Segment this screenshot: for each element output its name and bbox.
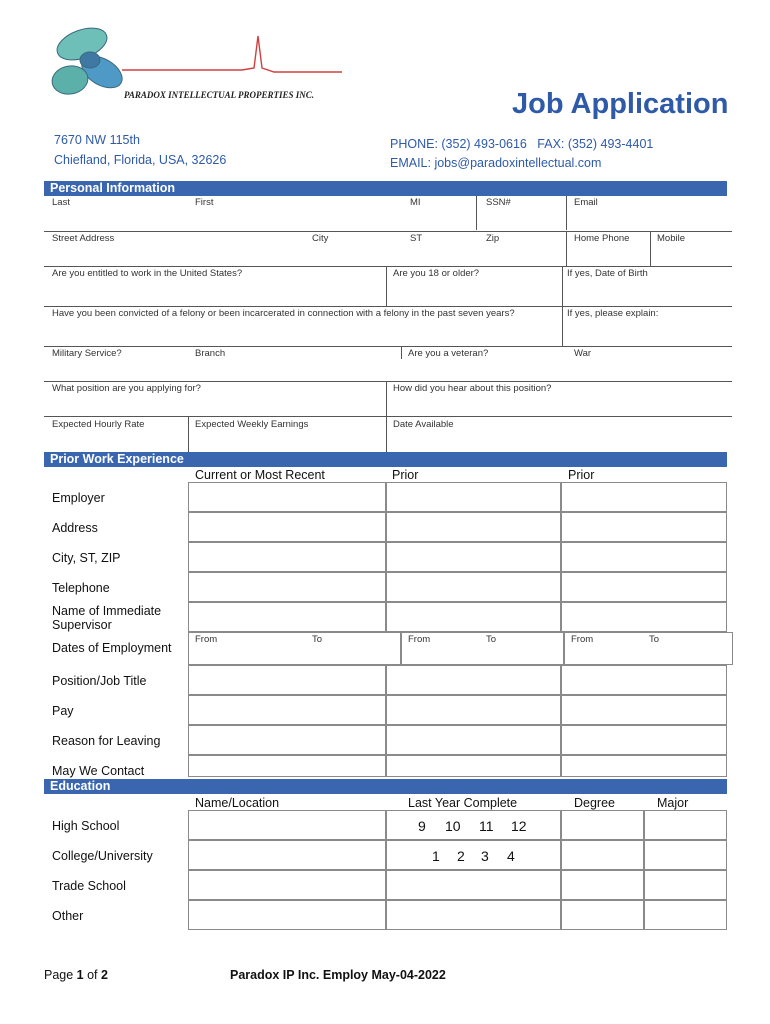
label-dob: If yes, Date of Birth xyxy=(567,268,648,279)
edu-input-cell[interactable] xyxy=(561,810,644,840)
year-option[interactable]: 10 xyxy=(445,818,461,834)
work-input-cell[interactable] xyxy=(188,602,386,632)
document-id: Paradox IP Inc. Employ May-04-2022 xyxy=(230,968,446,982)
label-home-phone: Home Phone xyxy=(574,233,630,244)
work-input-cell[interactable] xyxy=(188,512,386,542)
section-personal-heading: Personal Information xyxy=(44,181,727,196)
edu-input-cell[interactable] xyxy=(188,810,386,840)
label-war: War xyxy=(574,348,592,359)
year-option[interactable]: 4 xyxy=(507,848,515,864)
edu-input-cell[interactable] xyxy=(644,810,727,840)
section-work-heading: Prior Work Experience xyxy=(44,452,727,467)
edu-row-label: Other xyxy=(52,909,84,923)
label-last: Last xyxy=(52,197,70,208)
work-input-cell[interactable] xyxy=(561,725,727,755)
edu-input-cell[interactable] xyxy=(188,870,386,900)
label-email: Email xyxy=(574,197,598,208)
label-zip: Zip xyxy=(486,233,500,244)
edu-col-name: Name/Location xyxy=(195,796,280,810)
page-title: Job Application xyxy=(512,88,729,120)
work-row-label: Dates of Employment xyxy=(52,641,172,655)
edu-input-cell[interactable] xyxy=(386,810,561,840)
work-input-cell[interactable] xyxy=(188,755,386,777)
work-input-cell[interactable] xyxy=(561,512,727,542)
label-city: City xyxy=(312,233,329,244)
work-input-cell[interactable] xyxy=(386,695,561,725)
label-explain: If yes, please explain: xyxy=(567,308,659,319)
year-option[interactable]: 12 xyxy=(511,818,527,834)
work-row-label: Employer xyxy=(52,491,105,505)
work-row-label: Position/Job Title xyxy=(52,674,147,688)
label-from: From xyxy=(408,634,431,645)
work-col-current: Current or Most Recent xyxy=(195,468,325,482)
work-row-label: Name of Immediate Supervisor xyxy=(52,604,162,632)
work-row-label: Address xyxy=(52,521,98,535)
label-veteran: Are you a veteran? xyxy=(408,348,489,359)
label-st: ST xyxy=(410,233,423,244)
work-input-cell[interactable] xyxy=(386,482,561,512)
label-age18: Are you 18 or older? xyxy=(393,268,480,279)
label-from: From xyxy=(571,634,594,645)
work-input-cell[interactable] xyxy=(561,572,727,602)
work-input-cell[interactable] xyxy=(561,602,727,632)
label-felony: Have you been convicted of a felony or been incarcerated in connection with a felony in the past seven years? xyxy=(52,308,515,319)
edu-input-cell[interactable] xyxy=(386,900,561,930)
dates-cell[interactable] xyxy=(188,632,401,665)
work-input-cell[interactable] xyxy=(561,482,727,512)
edu-row-label: College/University xyxy=(52,849,153,863)
edu-input-cell[interactable] xyxy=(644,840,727,870)
work-input-cell[interactable] xyxy=(188,725,386,755)
work-input-cell[interactable] xyxy=(386,665,561,695)
work-col-prior-2: Prior xyxy=(568,468,595,482)
label-position: What position are you applying for? xyxy=(52,383,201,394)
work-row-label: City, ST, ZIP xyxy=(52,551,121,565)
label-mobile: Mobile xyxy=(657,233,685,244)
work-input-cell[interactable] xyxy=(188,665,386,695)
edu-input-cell[interactable] xyxy=(561,870,644,900)
year-option[interactable]: 2 xyxy=(457,848,465,864)
work-row-label: Pay xyxy=(52,704,74,718)
year-option[interactable]: 3 xyxy=(481,848,489,864)
edu-input-cell[interactable] xyxy=(386,870,561,900)
work-input-cell[interactable] xyxy=(386,542,561,572)
email-line: EMAIL: jobs@paradoxintellectual.com xyxy=(390,156,602,170)
edu-row-label: High School xyxy=(52,819,120,833)
label-street: Street Address xyxy=(52,233,115,244)
work-input-cell[interactable] xyxy=(188,482,386,512)
work-row-label: Reason for Leaving xyxy=(52,734,161,748)
work-input-cell[interactable] xyxy=(386,602,561,632)
label-first: First xyxy=(195,197,214,208)
company-logo xyxy=(42,22,342,112)
address-line2: Chiefland, Florida, USA, 32626 xyxy=(54,153,227,167)
label-hourly: Expected Hourly Rate xyxy=(52,419,145,430)
edu-input-cell[interactable] xyxy=(188,840,386,870)
label-ssn: SSN# xyxy=(486,197,511,208)
label-military: Military Service? xyxy=(52,348,122,359)
section-education-heading: Education xyxy=(44,779,727,794)
label-from: From xyxy=(195,634,218,645)
edu-input-cell[interactable] xyxy=(644,870,727,900)
edu-col-major: Major xyxy=(657,796,689,810)
work-input-cell[interactable] xyxy=(386,725,561,755)
label-to: To xyxy=(649,634,660,645)
work-input-cell[interactable] xyxy=(386,755,561,777)
work-input-cell[interactable] xyxy=(561,695,727,725)
phone-fax: PHONE: (352) 493-0616 FAX: (352) 493-4401 xyxy=(390,137,654,151)
edu-input-cell[interactable] xyxy=(188,900,386,930)
work-row-label: Telephone xyxy=(52,581,110,595)
logo-text: PARADOX INTELLECTUAL PROPERTIES INC. xyxy=(124,90,315,100)
edu-col-year: Last Year Complete xyxy=(408,796,518,810)
work-input-cell[interactable] xyxy=(561,542,727,572)
edu-input-cell[interactable] xyxy=(386,840,561,870)
label-hear: How did you hear about this position? xyxy=(393,383,552,394)
label-to: To xyxy=(486,634,497,645)
edu-row-label: Trade School xyxy=(52,879,126,893)
edu-col-degree: Degree xyxy=(574,796,615,810)
edu-input-cell[interactable] xyxy=(561,900,644,930)
address-line1: 7670 NW 115th xyxy=(54,133,140,147)
work-input-cell[interactable] xyxy=(188,695,386,725)
label-weekly: Expected Weekly Earnings xyxy=(195,419,309,430)
label-entitled: Are you entitled to work in the United States? xyxy=(52,268,243,279)
label-to: To xyxy=(312,634,323,645)
work-input-cell[interactable] xyxy=(386,572,561,602)
year-option[interactable]: 1 xyxy=(432,848,440,864)
work-input-cell[interactable] xyxy=(188,572,386,602)
work-col-prior-1: Prior xyxy=(392,468,419,482)
page-number: Page 1 of 2 xyxy=(44,968,108,982)
label-branch: Branch xyxy=(195,348,226,359)
work-input-cell[interactable] xyxy=(561,755,727,777)
edu-input-cell[interactable] xyxy=(561,840,644,870)
work-input-cell[interactable] xyxy=(386,512,561,542)
year-option[interactable]: 9 xyxy=(418,818,426,834)
work-input-cell[interactable] xyxy=(561,665,727,695)
label-available: Date Available xyxy=(393,419,454,430)
label-mi: MI xyxy=(410,197,421,208)
edu-input-cell[interactable] xyxy=(644,900,727,930)
work-row-label: May We Contact xyxy=(52,764,145,778)
year-option[interactable]: 11 xyxy=(479,818,494,834)
work-input-cell[interactable] xyxy=(188,542,386,572)
